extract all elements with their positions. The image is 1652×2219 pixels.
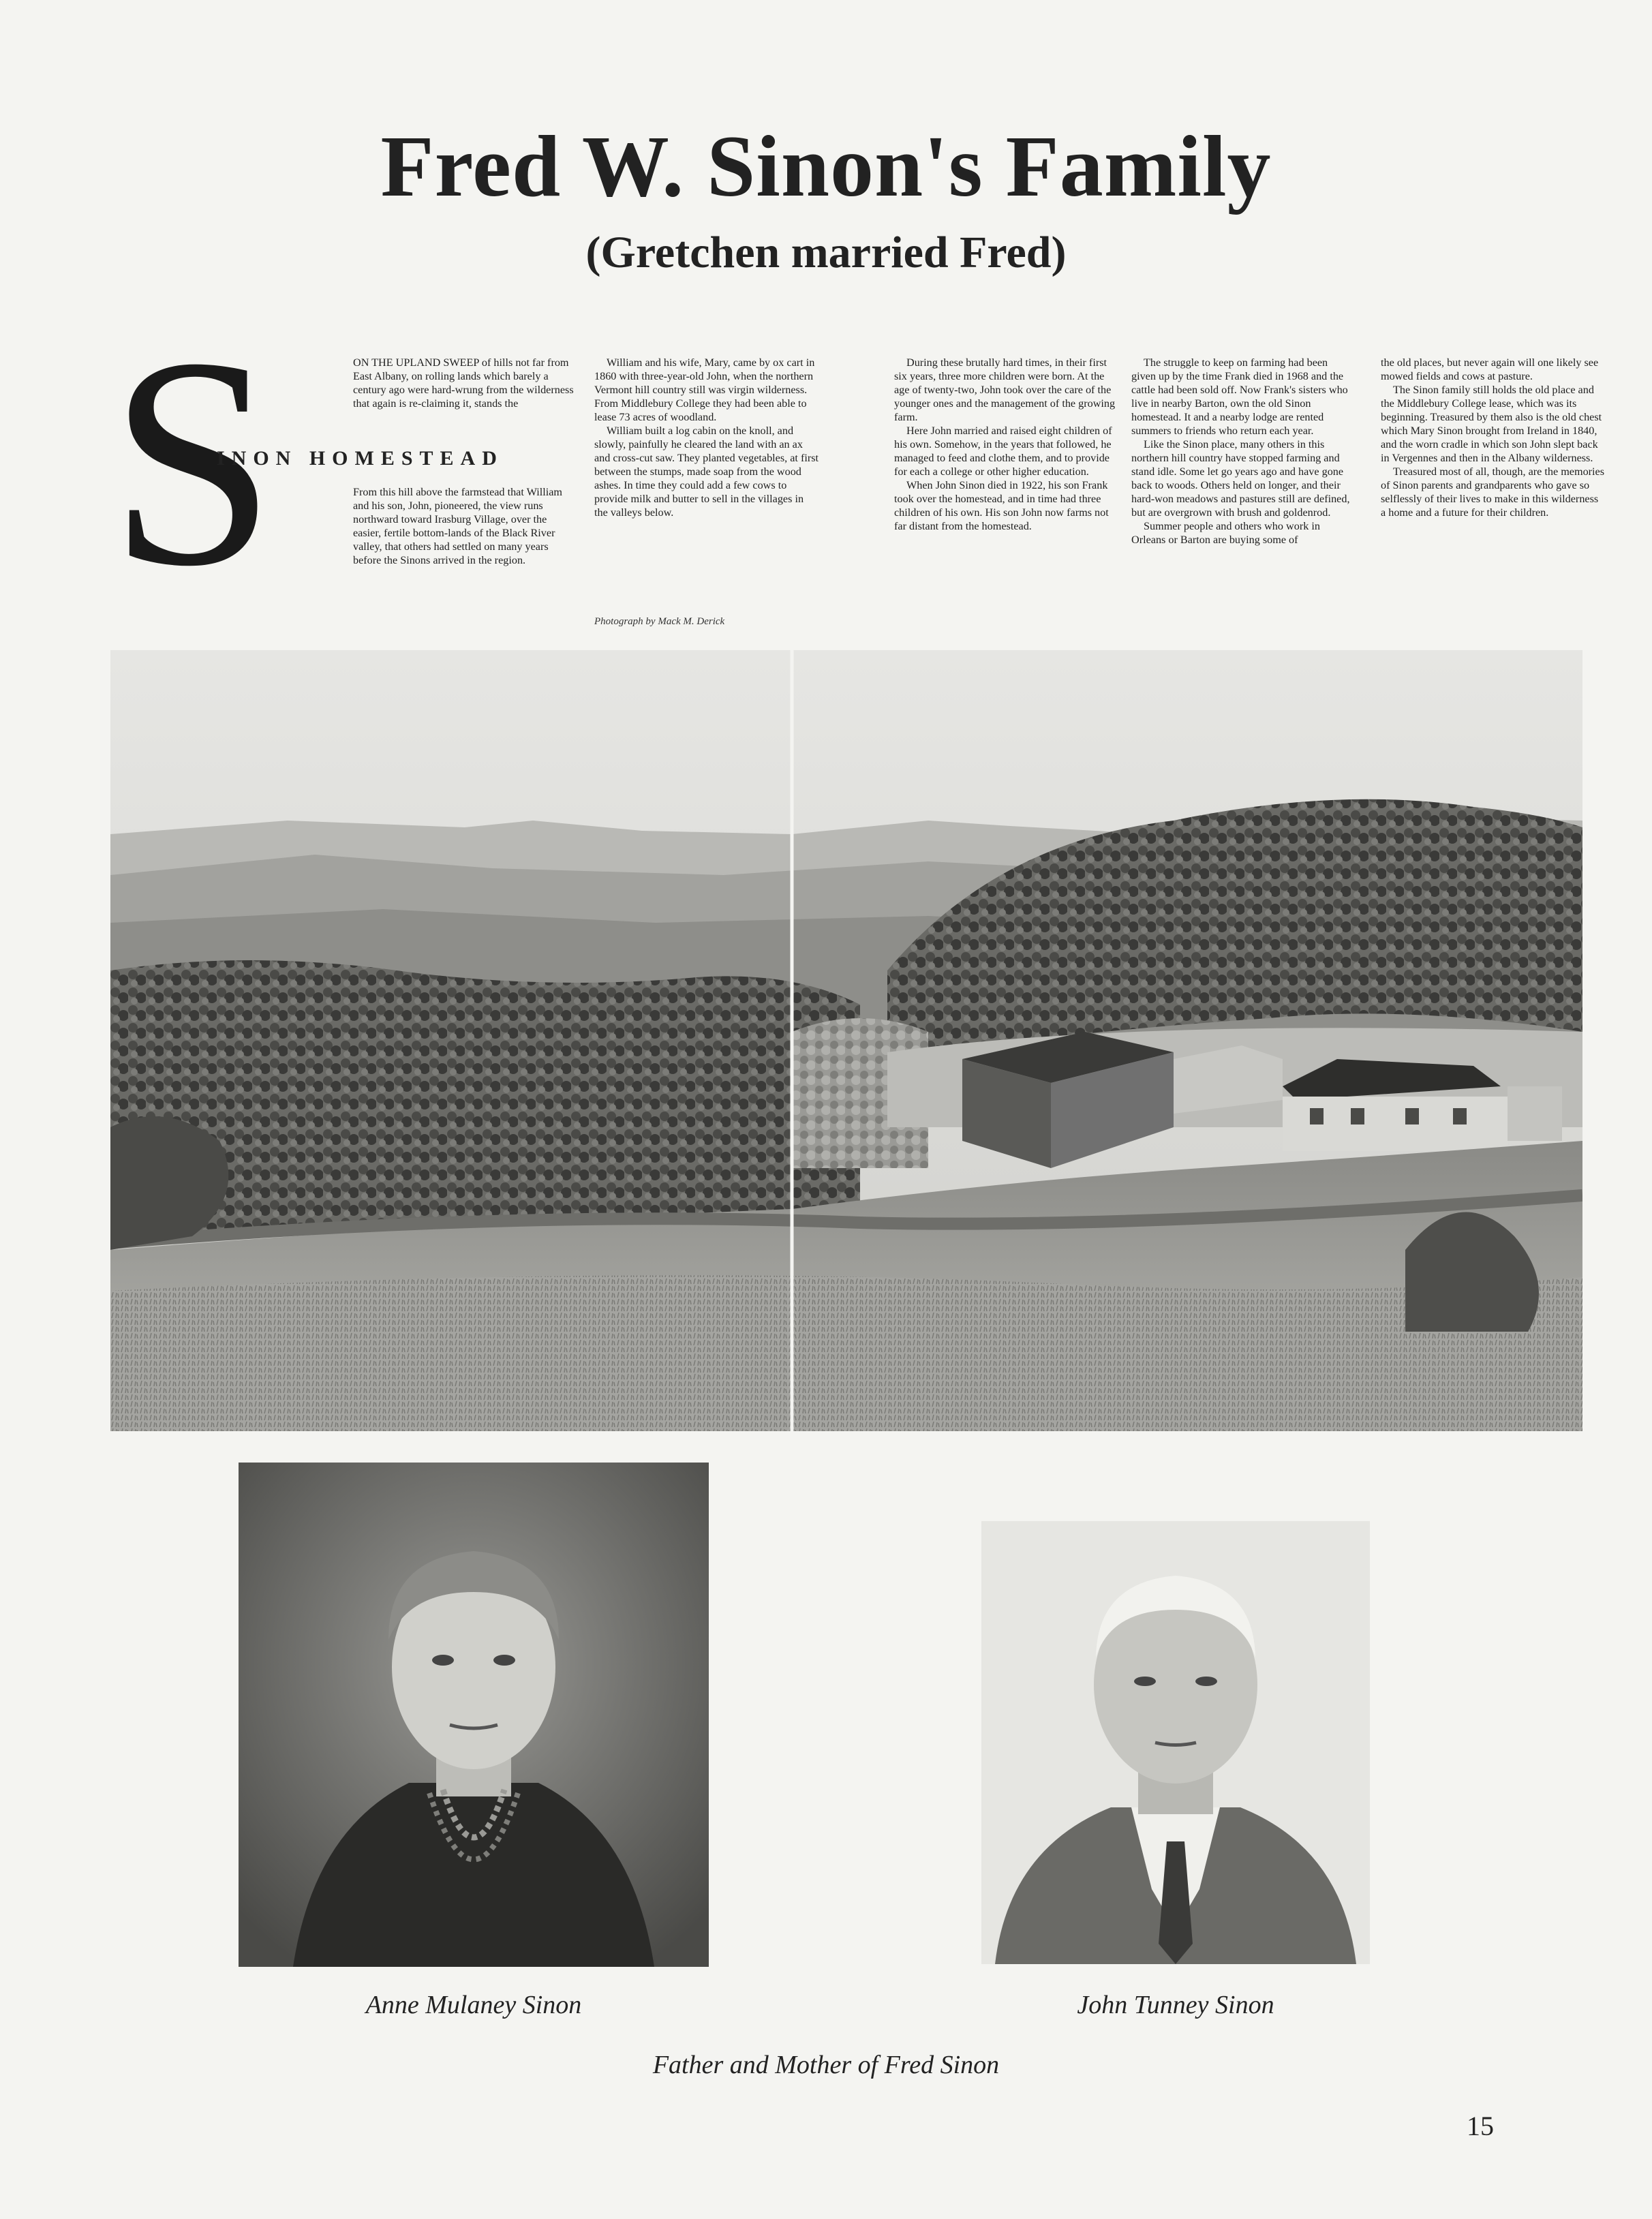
woman-portrait-image xyxy=(239,1463,709,1967)
page-number: 15 xyxy=(1467,2111,1494,2141)
paragraph: Like the Sinon place, many others in this northern hill country have stopped farming and stand idle. Some let go years ago and have gone back to woods. Others held on longer, and their hard-won meadows and pastures still are defined, but are overgrown with brush and goldenrod. xyxy=(1131,438,1350,519)
caption-john: John Tunney Sinon xyxy=(1077,1991,1274,2019)
intro-paragraph: ON THE UPLAND SWEEP of hills not far from East Albany, on rolling lands which barely a century ago were hard-wrung from the wilderness that again is re-claiming it, stands the xyxy=(353,356,574,410)
article-intro xyxy=(353,356,575,410)
paragraph: When John Sinon died in 1922, his son Frank took over the homestead, and in time had three children of his own. His son John now farms not far distant from the homestead. xyxy=(894,479,1109,532)
man-portrait-image xyxy=(981,1521,1370,1964)
drop-cap-letter: S xyxy=(109,296,276,628)
paragraph: Treasured most of all, though, are the memories of Sinon parents and grandparents who gave so selflessly of their lives to make in this wilderness a home and a future for their children. xyxy=(1381,465,1605,519)
portrait-anne-mulaney-sinon xyxy=(239,1463,709,1967)
caption-parents: Father and Mother of Fred Sinon xyxy=(652,2051,1000,2079)
paragraph: Here John married and raised eight children of his own. Somehow, in the years that followed, he managed to feed and clothe them, and to provide for each a college or other higher education. xyxy=(894,425,1112,478)
paragraph: William built a log cabin on the knoll, and slowly, painfully he cleared the land with an ax and cross-cut saw. They planted vegetables, at first between the stumps, made soap from the wood ashes. In time they could add a few cows to provide milk and butter to sell in the villages in the valleys below. xyxy=(594,425,819,519)
article-column-4 xyxy=(1131,356,1355,547)
page-subtitle: (Gretchen married Fred) xyxy=(585,228,1067,277)
article-column-1 xyxy=(353,485,575,567)
paragraph: From this hill above the farmstead that William and his son, John, pioneered, the view runs northward toward Irasburg Village, over the easier, fertile bottom-lands of the Black River valley, that others had settled on many years before the Sinons arrived in the region. xyxy=(353,486,563,566)
page-title: Fred W. Sinon's Family xyxy=(380,118,1272,215)
homestead-panorama-photo xyxy=(110,650,1582,1431)
photo-credit: Photograph by Mack M. Derick xyxy=(594,616,725,627)
section-label: INON HOMESTEAD xyxy=(217,447,504,470)
paragraph: During these brutally hard times, in their first six years, three more children were born. At the age of twenty-two, John took over the care of the younger ones and the management of the growing farm. xyxy=(894,356,1116,423)
landscape-photo-image xyxy=(110,650,1582,1431)
caption-anne: Anne Mulaney Sinon xyxy=(365,1991,582,2019)
article-column-3 xyxy=(894,356,1118,533)
article-column-5 xyxy=(1381,356,1606,519)
portrait-john-tunney-sinon xyxy=(981,1521,1370,1964)
paragraph: Summer people and others who work in Orleans or Barton are buying some of xyxy=(1131,520,1320,546)
paragraph: The Sinon family still holds the old place and the Middlebury College lease, which was its beginning. Treasured by them also is the old chest which Mary Sinon brought from Ireland in 1840, and the worn cradle in which son John slept back in Vergennes and then in the Albany wilderness. xyxy=(1381,384,1602,464)
paragraph: the old places, but never again will one likely see mowed fields and cows at pasture. xyxy=(1381,356,1599,382)
paragraph: The struggle to keep on farming had been given up by the time Frank died in 1968 and the cattle had been sold off. Now Frank's sisters who live in nearby Barton, own the old Sinon homestead. It and a nearby lodge are rented summers to friends who return each year. xyxy=(1131,356,1348,437)
paragraph: William and his wife, Mary, came by ox cart in 1860 with three-year-old John, when the northern Vermont hill country still was virgin wilderness. From Middlebury College they had been able to lease 73 acres of woodland. xyxy=(594,356,815,423)
article-column-2 xyxy=(594,356,819,519)
